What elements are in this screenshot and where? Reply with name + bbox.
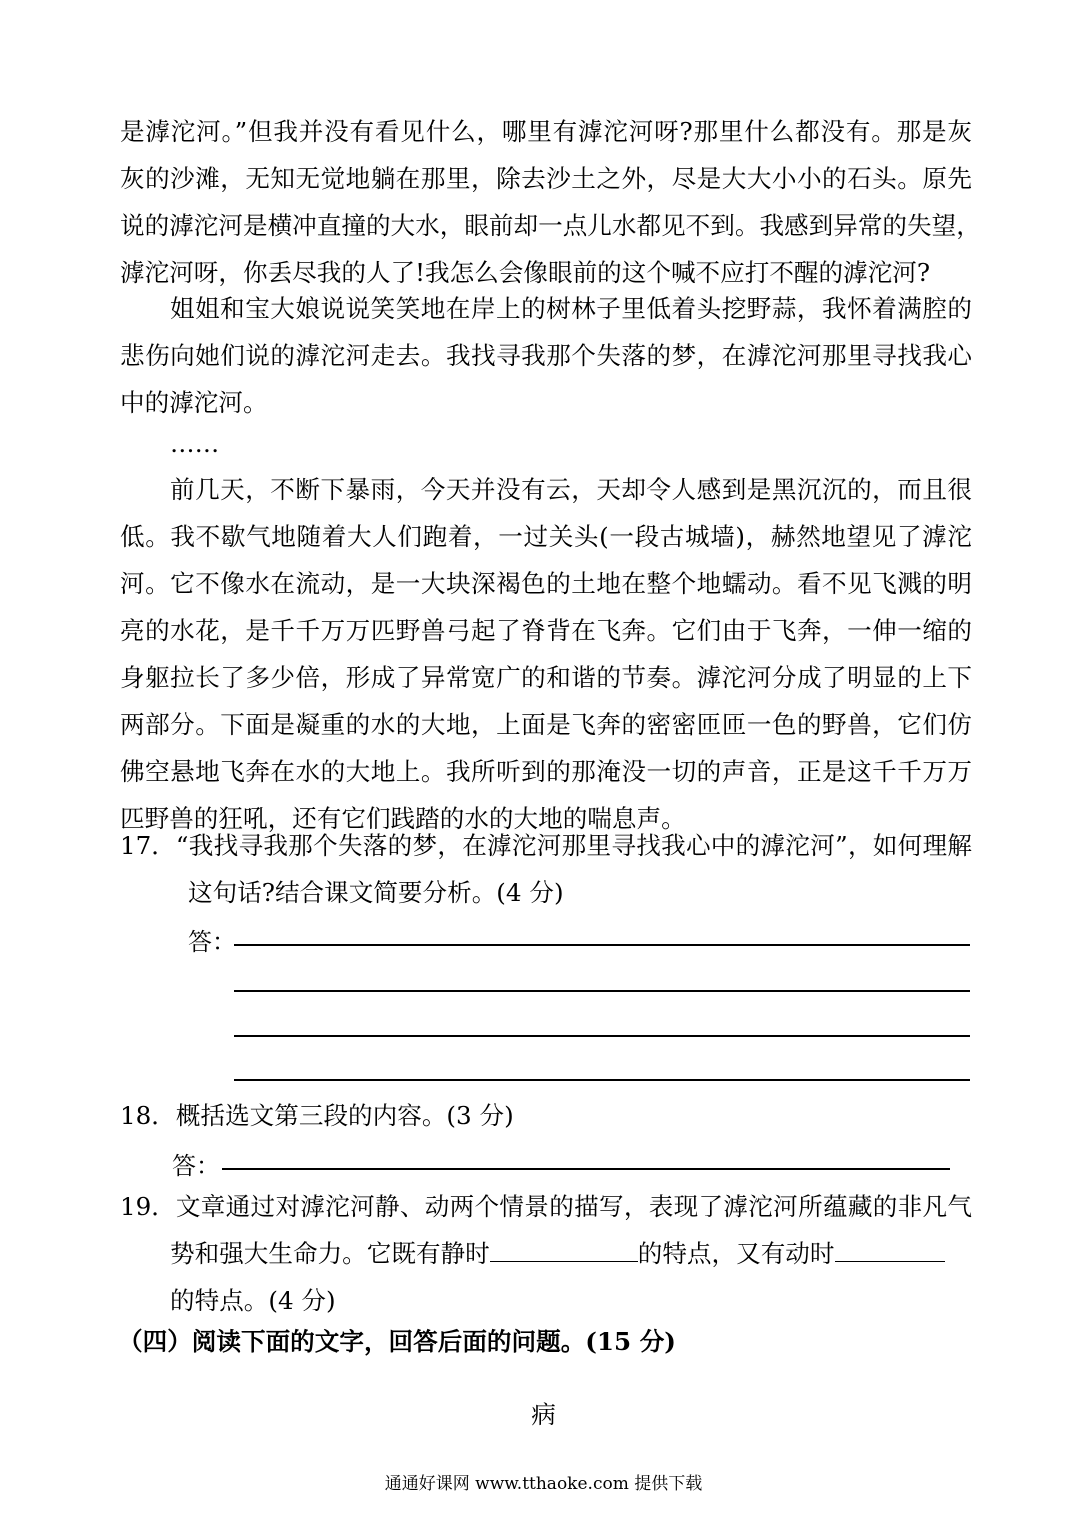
answer-line[interactable] (234, 1079, 970, 1081)
answer-label: 答： (188, 928, 236, 956)
passage-line: 佛空悬地飞奔在水的大地上。我所听到的那淹没一切的声音，正是这千千万万 (120, 757, 972, 786)
question-number: 18． (120, 1101, 176, 1130)
fill-blank-dynamic[interactable] (835, 1231, 945, 1262)
question-text: 势和强大生命力。它既有静时 (170, 1239, 490, 1268)
answer-label: 答： (172, 1152, 220, 1180)
question-19 (120, 1183, 972, 1324)
passage-line: 悲伤向她们说的滹沱河走去。我找寻我那个失落的梦，在滹沱河那里寻找我心 (120, 341, 972, 370)
fill-blank-static[interactable] (490, 1231, 638, 1262)
question-18 (120, 1092, 972, 1139)
passage-line: 身躯拉长了多少倍，形成了异常宽广的和谐的节奏。滹沱河分成了明显的上下 (120, 663, 972, 692)
question-text: “我找寻我那个失落的梦，在滹沱河那里寻找我心中的滹沱河”，如何理解 (175, 831, 972, 860)
passage-line: 滹沱河呀，你丢尽我的人了!我怎么会像眼前的这个喊不应打不醒的滹沱河? (120, 258, 931, 287)
question-text: 这句话?结合课文简要分析。(4 分) (188, 878, 564, 907)
answer-line[interactable] (234, 1035, 970, 1037)
passage-line: 低。我不歇气地随着大人们跑着，一过关头(一段古城墙)，赫然地望见了滹沱 (120, 522, 972, 551)
question-text: 概括选文第三段的内容。(3 分) (175, 1101, 514, 1130)
passage-paragraph-1 (120, 108, 981, 296)
passage-line: 前几天，不断下暴雨，今天并没有云，天却令人感到是黑沉沉的，而且很 (170, 475, 972, 504)
passage-line: 亮的水花，是千千万万匹野兽弓起了脊背在飞奔。它们由于飞奔，一伸一缩的 (120, 616, 972, 645)
passage-line: 说的滹沱河是横冲直撞的大水，眼前却一点儿水都见不到。我感到异常的失望， (120, 211, 981, 240)
answer-line[interactable] (234, 944, 970, 946)
question-number: 19． (120, 1192, 176, 1221)
question-text: 文章通过对滹沱河静、动两个情景的描写，表现了滹沱河所蕴藏的非凡气 (175, 1192, 972, 1221)
question-number: 17． (120, 831, 176, 860)
page-footer: 通通好课网 www.tthaoke.com 提供下载 (384, 1474, 703, 1494)
article-title: 病 (531, 1400, 556, 1429)
answer-line[interactable] (234, 990, 970, 992)
passage-line: 中的滹沱河。 (120, 388, 268, 417)
passage-line: 是滹沱河。”但我并没有看见什么，哪里有滹沱河呀?那里什么都没有。那是灰 (120, 117, 972, 146)
passage-paragraph-2 (120, 285, 972, 426)
question-text: 的特点。(4 分) (170, 1286, 336, 1315)
passage-ellipsis: …… (170, 429, 220, 458)
passage-line: 姐姐和宝大娘说说笑笑地在岸上的树林子里低着头挖野蒜，我怀着满腔的 (170, 294, 972, 323)
question-text-line-2 (120, 1230, 972, 1277)
passage-line: 两部分。下面是凝重的水的大地，上面是飞奔的密密匝匝一色的野兽，它们仿 (120, 710, 972, 739)
question-17 (120, 822, 972, 916)
passage-line: 河。它不像水在流动，是一大块深褐色的土地在整个地蠕动。看不见飞溅的明 (120, 569, 972, 598)
passage-paragraph-3 (120, 466, 972, 842)
passage-line: 匹野兽的狂吼，还有它们践踏的水的大地的喘息声。 (120, 804, 686, 833)
answer-line[interactable] (222, 1168, 950, 1170)
section-heading: （四）阅读下面的文字，回答后面的问题。(15 分) (118, 1327, 676, 1356)
passage-line: 灰的沙滩，无知无觉地躺在那里，除去沙土之外，尽是大大小小的石头。原先 (120, 164, 972, 193)
question-text: 的特点，又有动时 (637, 1239, 835, 1268)
